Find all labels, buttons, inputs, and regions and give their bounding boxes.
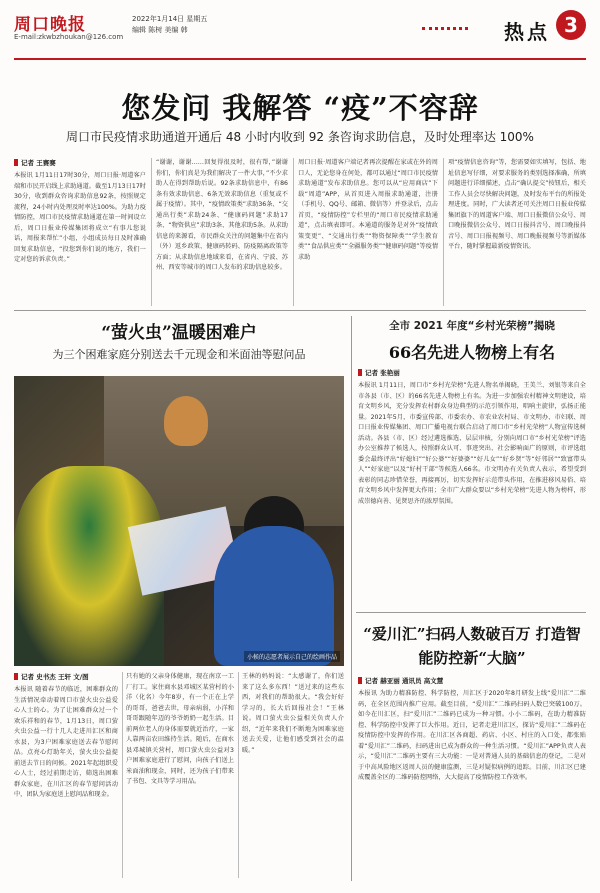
main-column-2 xyxy=(156,158,288,308)
column-divider xyxy=(122,672,123,878)
firefly-byline: 记者 史书杰 王轩 文/图 xyxy=(14,672,118,681)
section-dots-decoration xyxy=(422,27,468,30)
main-column-4 xyxy=(448,158,586,308)
child-figure xyxy=(214,526,334,666)
column-divider xyxy=(238,672,239,878)
aichuanhui-body xyxy=(358,676,586,879)
column-divider xyxy=(293,158,294,306)
main-col3-text: 周口日报·周道客户端记者再次提醒在家或在外的周口人，无论您身在何处，都可以通过“周口市民疫情求助通道”发布求助信息。您可以从“应用商店”下载“周道”APP，从首页进入周报求助通道，注册（手机号、QQ号、邮箱、微信等）并登录后，点击首页，“疫情防控”专栏里的“周口市民疫情求助通道”，点击填表即可。本通道的服务是对外“疫情政策变更”、“交通出行类”“物资保障类”“学生教育类”“食品供应类”“全疆服务类”“健康码问题”等疫情求助 xyxy=(298,159,438,261)
issue-date: 2022年1月14日 星期五 xyxy=(132,15,208,23)
main-column-3 xyxy=(298,158,438,308)
firefly-column-3 xyxy=(242,672,344,878)
byline-marker xyxy=(14,159,18,166)
section-vertical-divider xyxy=(351,316,352,881)
column-divider xyxy=(151,158,152,306)
editor-credit: 编辑 陈树 美编 韩 xyxy=(132,26,188,34)
firefly-col3-text: 王林的妈妈说：“太感谢了，你们送来了这么多东西！”送过来的这些东西，对我们的帮助很大。“我会好好学习的，长大后回报社会！”王林说。周口萤火虫公益相关负责人介绍，“近年来我们不断地为困难家庭送去关爱，让他们感受到社会的温暖。” xyxy=(242,673,344,754)
main-col2-text: “谢谢，谢谢……回复得很及时，很有帮，”谢谢你们，你们真是为我们解决了一件大事，”不少求助人在得到帮助后说。92条求助信息中，有86条有效求助信息、6条无效求助信息（重复或不属于疫情）。其中，“疫情政策类”求助36条、“交通出行类”求助24条、“健康码问题”求助17条、“物资供应”求助3条、其他求助5条。从求助信息的来源看，市民群众关注的问题集中在省内（外）返乡政策、健康码转码、防疫隔离政策等方面；从求助信息地域来看，在省内、宁波、苏州、西安等城市的周口人发布的求助信息较多。 xyxy=(156,159,288,271)
firefly-col2-text: 只有她的父亲身体健康，现在南京一工厂打工。家住商水县邓城区某营村的小洋（化名）今年8岁，有一个正在上学的哥哥，爸爸去世，母亲病弱，小洋和哥哥跟随年迈的爷爷奶奶一起生活。目前两位老人的身体需要就近治疗，一家人靠两亩农田维持生活。随后，在商水县邓城镇关营村，周口萤火虫公益对3户困难家庭进行了慰问，向孩子们送上米面油和现金，同时，还为孩子们带来了书包、文具等学习用品。 xyxy=(126,673,234,785)
firefly-column-1 xyxy=(14,672,118,885)
firefly-story-title: “萤火虫”温暖困难户 xyxy=(101,323,257,343)
section-divider xyxy=(14,310,586,311)
aichuanhui-byline: 记者 赫亚丽 通讯员 高文慧 xyxy=(358,676,586,685)
masthead-meta xyxy=(132,14,207,36)
photo-caption: 小候的志愿者展示自己的绘画作品 xyxy=(244,651,340,662)
aichuanhui-title: “爱川汇”扫码人数破百万 打造智能防控新“大脑” xyxy=(363,625,581,667)
volunteer-photo xyxy=(14,376,344,666)
page-number-badge: 3 xyxy=(556,10,586,40)
firefly-story-subtitle: 为三个困难家庭分别送去千元现金和米面油等慰问品 xyxy=(52,348,306,361)
column-divider xyxy=(443,158,444,306)
newspaper-logo: 周口晚报 xyxy=(14,15,86,35)
honor-roll-title: 66名先进人物榜上有名 xyxy=(388,343,556,362)
section-title: 热点 xyxy=(504,20,550,44)
main-subhead: 周口市民疫情求助通道开通后 48 小时内收到 92 条咨询求助信息，及时处理率达 100% xyxy=(66,130,534,144)
honor-roll-kicker: 全市 2021 年度“乡村光荣榜”揭晓 xyxy=(389,320,555,332)
main-column-1 xyxy=(14,158,146,311)
main-byline: 记者 王赛赛 xyxy=(14,158,146,167)
firefly-column-2 xyxy=(126,672,234,878)
aichuanhui-text: 本报讯 为助力精准防控、科学防控，川汇区于2020年8月研发上线“爱川汇”二维码，在全区范围内推广应用。截至目前，“爱川汇”二维码扫码人数已突破100万。如今在川汇区，扫“爱川汇”二维码已成为一种习惯。小小二维码，在助力精准防控、科学防控中发挥了巨大作用。近日，记者走进川汇区，探访“爱川汇”二维码在疫情防控中发挥的作用。在川汇区各商超、药店、小区、村庄的入口处，都张贴着“爱川汇”二维码，扫码进出已成为群众的一种生活习惯。“爱川汇”APP负责人表示，“爱川汇”二维码主要有三大功能：一是对普通人员的基础信息的登记，二是对于中高风险地区返周人员的健康监测，三是对疑似病例的追踪。目前，川汇区已建成覆盖全区的二维码防控网络，大大提高了疫情防控工作效率。 xyxy=(358,690,586,781)
main-col1-text: 本报讯 1月11日17时30分，周口日报·周道客户端和市民开启线上求助通道。截至1月13日17时30分，收到群众咨询求助信息92条，按照规定流程，24小时内处理及时率达100%。为助力疫情防控，周口市民疫情求助通道在第一时间设立后，周口日报业传媒集团将成立“有事儿您说话，周报来帮忙”小组，小组成员每日及时准确回复求助信息，“投您到你们说的地方，我们一定对您的诉求负责。” xyxy=(14,172,146,263)
main-col4-text: 项“疫情信息咨询”等，您需要如实填写，包括、地址信息写仔细，对要求服务的类别选择准确，所填问题进行详细描述，点击“确认提交”按钮后，相关工作人员会尽快解决问题，及时发布平台的所报处理进度。同时，广大读者还可关注周口日报业传媒集团旗下的周道客户端、周口日报微信公众号、周口晚报微信公众号、周口日报抖音号、周口晚报抖音号、周口日报视频号、周口晚报视频号等新媒体平台，随时掌握最新疫情资讯。 xyxy=(448,159,586,250)
masthead-email: E-mail:zkwbzhoukan@126.com xyxy=(14,33,124,41)
teddy-bear-shape xyxy=(164,396,208,446)
section-divider xyxy=(356,612,586,613)
honor-roll-text: 本报讯 1月11日，周口市“乡村光荣榜”先进人物名单揭晓，王美兰、刘银等来自全市各县（市、区）的66名先进人物榜上有名。为进一步加强农村精神文明建设，培育文明乡风，充分发挥农村群众身边典型的示范引领作用，唱响主旋律，弘扬正能量。2021年5月，市委宣传部、市委农办、市农业农村局、市文明办、市妇联、周口日报业传媒集团、周口广播电视台联合启动了周口市“乡村光荣榜”人物宣传选树活动。各县（市、区）经过遴选推选、层层审核，分别向周口市“乡村光荣榜”评选办公室推荐了候选人，按照群众认可、事迹突出、社会影响面广的原则，市评选组委会最终评出“好媳妇”“好公婆”“好婆婆”“好儿女”“好乡贤”等“好邻居”“致富带头人”“好家庭”以及“好村干部”等候选人66名。市文明办有关负责人表示，希望受到表彰的同志珍惜荣誉，再接再厉，切实发挥好示范带头作用，在推进移风易俗、培育文明乡风中发挥更大作用；全市广大群众要以“乡村光荣榜”先进人物为榜样，形成崇德向善、见贤思齐的浓厚氛围。 xyxy=(358,382,586,505)
honor-roll-body xyxy=(358,368,586,609)
masthead-rule xyxy=(14,58,586,60)
masthead xyxy=(14,6,586,58)
firefly-col1-text: 本报讯 随着春节的临近，困难群众的生活情况牵动着周口市萤火虫公益爱心人士的心。为了让困难群众过一个欢乐祥和的春节，1月13日，周口萤火虫公益一行十几人走进川汇区和商水县，为3户困难家庭送去春节慰问品。点亮心灯助年关，萤火虫公益提前送去节日的问候。2021年起组织爱心人士，经过前期走访，筛选出困难群众家庭，在川汇区的春节慰问活动中，团队为家庭送上慰问品和现金。 xyxy=(14,686,118,798)
honor-roll-byline: 记者 张艳丽 xyxy=(358,368,586,377)
main-headline: 您发问 我解答 “疫”不容辞 xyxy=(121,91,479,125)
